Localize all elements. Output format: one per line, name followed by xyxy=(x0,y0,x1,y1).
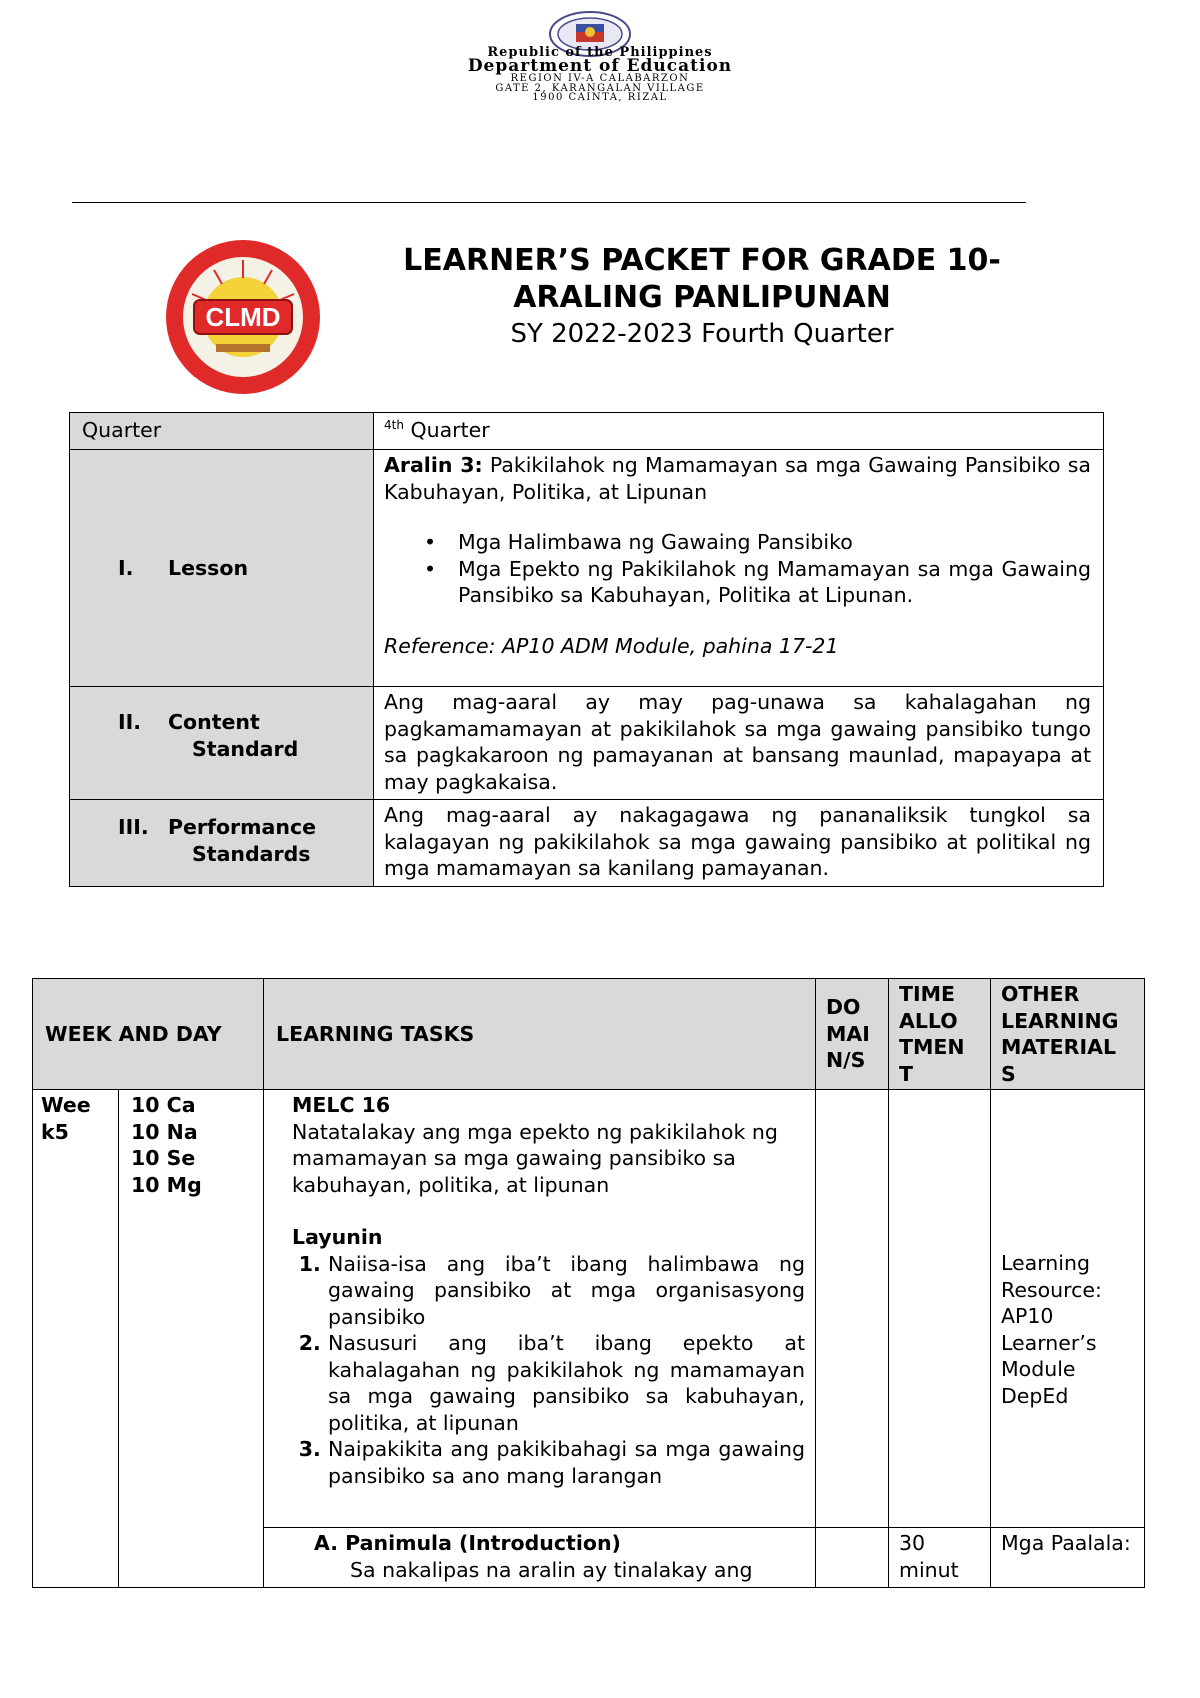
learning-tasks-table xyxy=(32,978,1145,1588)
objective-item: 2. Nasusuri ang iba’t ibang epekto at kahalagahan ng pakikilahok ng mamamayan sa mga gawaing pansibiko sa kabuhayan, politika, at lipunan xyxy=(328,1330,805,1436)
quarter-row xyxy=(70,413,1104,450)
week-cell: Wee k5 xyxy=(33,1090,119,1588)
section-label: 10 Na xyxy=(131,1119,198,1144)
melc-text: Natatalakay ang mga epekto ng pakikilahok ng mamamayan sa mga gawaing pansibiko sa kabuhayan, politika, at lipunan xyxy=(292,1119,778,1197)
objectives-list xyxy=(292,1251,805,1490)
quarter-value-cell xyxy=(374,413,1104,450)
lesson-num: I. xyxy=(118,555,134,580)
performance-label-cell xyxy=(70,800,374,887)
aralin-text: Pakikilahok ng Mamamayan sa mga Gawaing Pansibiko sa Kabuhayan, Politika, at Lipunan xyxy=(384,453,1091,504)
content-standard-row xyxy=(70,687,1104,800)
melc-cell xyxy=(264,1090,816,1528)
content-standard-text: Ang mag-aaral ay may pag-unawa sa kahalagahan ng pagkamamamayan at pakikilahok sa mga gawaing pansibiko tungo sa pagkakaroon ng pamayanan at bansang maunlad, mapayapa at may pagkakaisa. xyxy=(374,687,1104,800)
objective-item: 3. Naipakikita ang pakikibahagi sa mga gawaing pansibiko sa ano mang larangan xyxy=(328,1436,805,1489)
header-domains: DO MAI N/S xyxy=(816,979,889,1090)
section-label: 10 Mg xyxy=(131,1172,202,1197)
header-learning-tasks: LEARNING TASKS xyxy=(264,979,816,1090)
content-label: Content xyxy=(168,710,260,734)
lesson-bullets xyxy=(384,529,1091,609)
panimula-cell xyxy=(264,1528,816,1588)
domains-cell xyxy=(816,1090,889,1528)
lesson-value-cell xyxy=(374,450,1104,687)
title-line-2: ARALING PANLIPUNAN xyxy=(513,280,891,315)
panimula-other: Mga Paalala: xyxy=(991,1528,1145,1588)
letterhead-town: 1900 CAINTA, RIZAL xyxy=(532,92,668,103)
panimula-text: Sa nakalipas na aralin ay tinalakay ang xyxy=(350,1557,753,1582)
lesson-bullet: • Mga Epekto ng Pakikilahok ng Mamamayan sa mga Gawaing Pansibiko sa Kabuhayan, Politika at Lipunan. xyxy=(384,556,1091,609)
header-week-day: WEEK AND DAY xyxy=(33,979,264,1090)
objective-item: 1. Naiisa-isa ang iba’t ibang halimbawa ng gawaing pansibiko at mga organisasyong pansibiko xyxy=(328,1251,805,1331)
panimula-time: 30 minut xyxy=(889,1528,991,1588)
content-num: II. xyxy=(118,710,142,734)
content-label-2: Standard xyxy=(192,736,299,761)
section-label: 10 Se xyxy=(131,1146,196,1170)
domains-cell xyxy=(816,1528,889,1588)
lesson-row xyxy=(70,450,1104,687)
lesson-label: Lesson xyxy=(168,555,249,580)
melc-title: MELC 16 xyxy=(292,1093,391,1117)
clmd-logo-icon xyxy=(164,238,322,396)
title-line-3: SY 2022-2023 Fourth Quarter xyxy=(510,319,894,349)
table-header-row xyxy=(33,979,1145,1090)
lesson-info-table xyxy=(69,412,1104,887)
letterhead-region: REGION IV-A CALABARZON xyxy=(510,73,690,84)
title-line-1: LEARNER’S PACKET FOR GRADE 10- xyxy=(403,243,1001,278)
letterhead-divider xyxy=(72,202,1026,203)
materials-cell: Learning Resource: AP10 Learner’s Module DepEd xyxy=(991,1090,1145,1528)
time-cell xyxy=(889,1090,991,1528)
content-label-cell xyxy=(70,687,374,800)
lesson-bullet: • Mga Halimbawa ng Gawaing Pansibiko xyxy=(384,529,1091,556)
sections-cell xyxy=(119,1090,264,1588)
reference-text: Reference: AP10 ADM Module, pahina 17-21 xyxy=(384,633,839,658)
letterhead-republic: Republic of the Philippines xyxy=(487,45,713,60)
performance-label-2: Standards xyxy=(192,841,311,866)
performance-standard-row xyxy=(70,800,1104,887)
performance-label: Performance xyxy=(168,815,316,839)
header-time: TIME ALLO TMEN T xyxy=(889,979,991,1090)
performance-standard-text: Ang mag-aaral ay nakagagawa ng pananaliksik tungkol sa kalagayan ng pakikilahok sa mga gawaing pansibiko at politikal ng mga mamamayan sa kanilang pamayanan. xyxy=(374,800,1104,887)
quarter-value: Quarter xyxy=(403,418,490,442)
panimula-title: A. Panimula (Introduction) xyxy=(314,1531,621,1555)
letterhead-department: Department of Education xyxy=(467,56,733,76)
quarter-label: Quarter xyxy=(82,418,162,442)
logo-text: CLMD xyxy=(205,302,281,332)
section-label: 10 Ca xyxy=(131,1093,196,1117)
performance-num: III. xyxy=(118,815,149,839)
letterhead-gate: GATE 2, KARANGALAN VILLAGE xyxy=(495,83,705,94)
header-other-materials: OTHER LEARNING MATERIAL S xyxy=(991,979,1145,1090)
table-row xyxy=(33,1090,1145,1528)
aralin-title: Aralin 3: xyxy=(384,453,483,477)
layunin-heading: Layunin xyxy=(292,1225,383,1249)
quarter-sup: 4th xyxy=(384,418,404,433)
quarter-label-cell xyxy=(70,413,374,450)
lesson-label-cell xyxy=(70,450,374,687)
